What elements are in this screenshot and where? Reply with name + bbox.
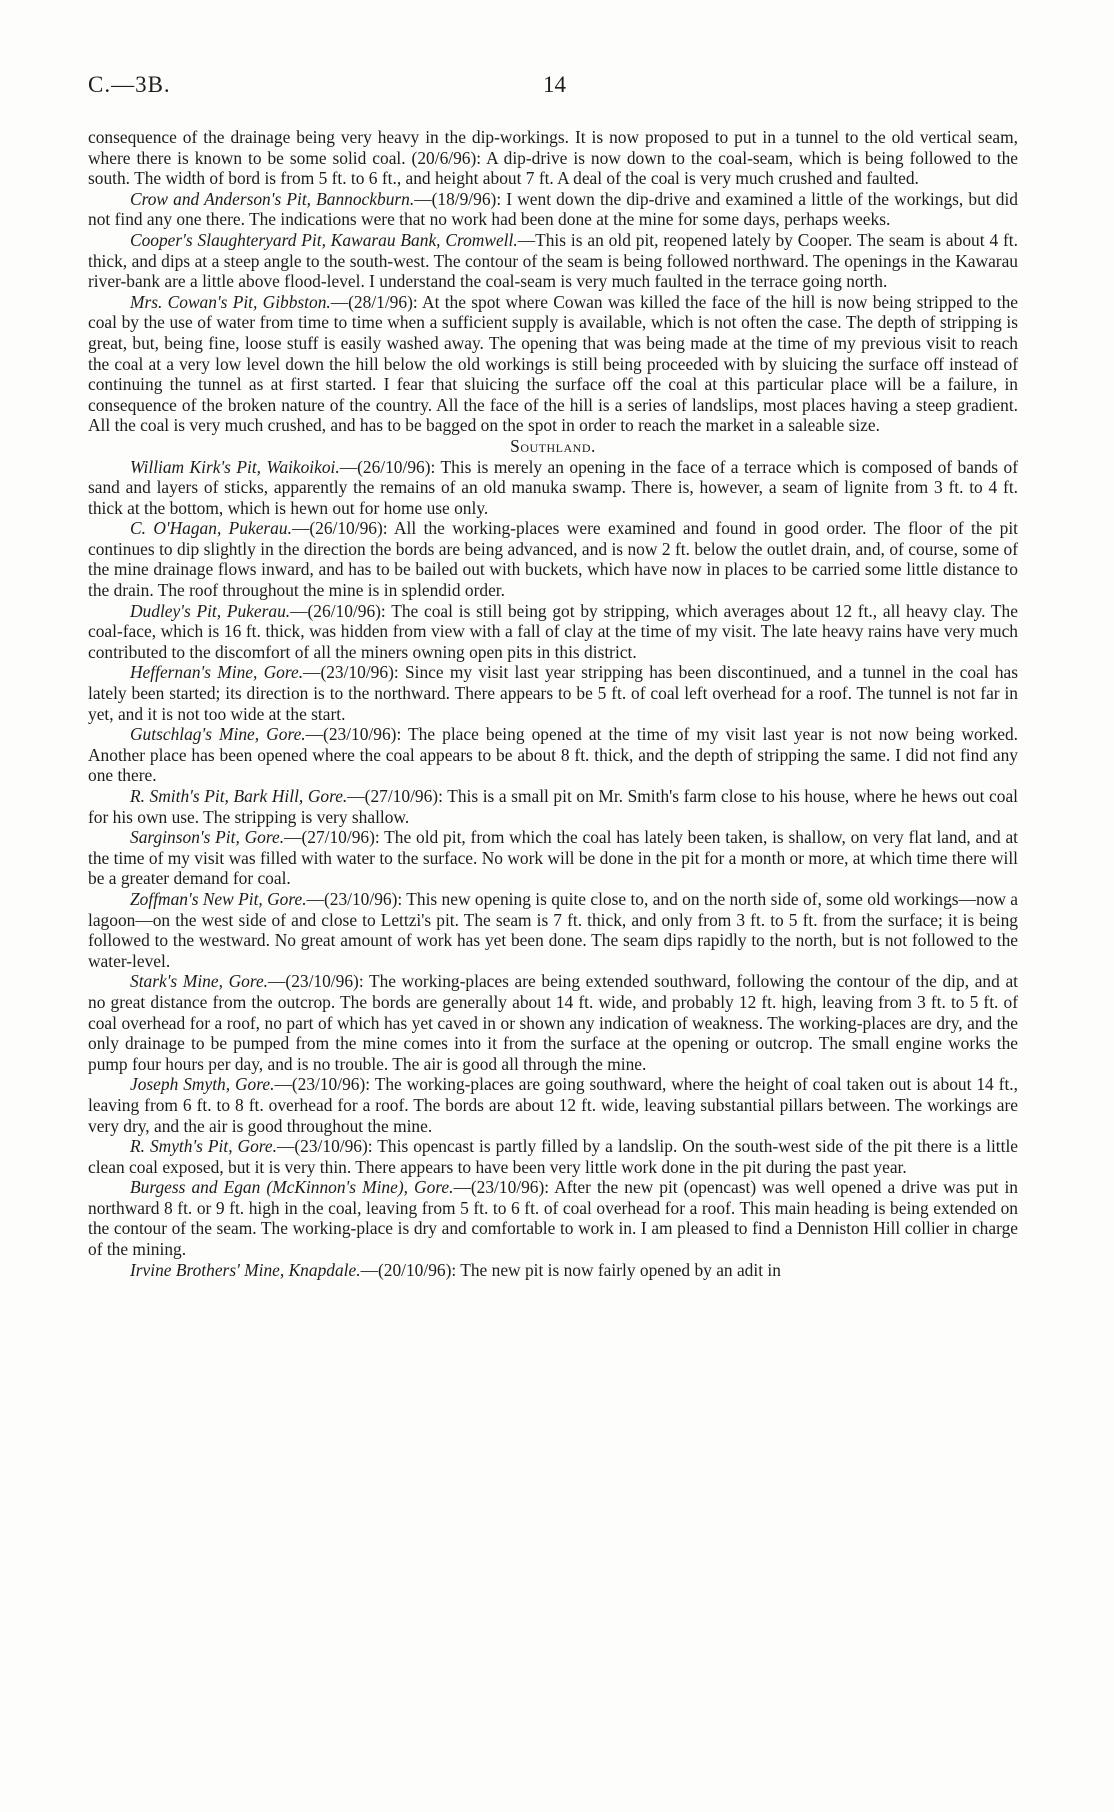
- paragraph-text: —(27/10/96): The old pit, from which the coal has lately been taken, is shallow, on very flat land, and at the time of my visit was filled with water to the surface. No work will be done in the pit for a month or more, at which time there will be a greater demand for coal.: [88, 827, 1019, 889]
- paragraph: [88, 518, 1018, 600]
- paragraph: [88, 724, 1018, 786]
- paragraph-text: —(26/10/96): All the working-places were examined and found in good order. The floor of the pit continues to dip slightly in the direction the bords are being advanced, and is now 2 ft. below the outlet drain, and, of course, some of the mine drainage flows inward, and has to be bailed out with buckets, which have now in places to be carried some little distance to the drain. The roof throughout the mine is in splendid order.: [88, 518, 1018, 601]
- paragraph: [88, 189, 1018, 230]
- paragraph: [88, 827, 1018, 889]
- paragraph: [88, 601, 1018, 663]
- paragraph: [88, 662, 1018, 724]
- entry-title: Gutschlag's Mine, Gore.: [130, 724, 306, 745]
- paragraph-text: —(28/1/96): At the spot where Cowan was killed the face of the hill is now being stripped to the coal by the use of water from time to time when a sufficient supply is available, which is not often the case. The depth of stripping is great, but, being fine, loose stuff is easily washed away. The opening that was being made at the time of my previous visit to reach the coal at a very low level down the hill below the old workings is still being proceeded with by sluicing the surface off instead of continuing the tunnel as at first started. I fear that sluicing the surface off the coal at this particular place will be a failure, in consequence of the broken nature of the country. All the face of the hill is a series of landslips, most places having a steep gradient. All the coal is very much crushed, and has to be bagged on the spot in order to reach the market in a saleable size.: [88, 291, 1018, 436]
- paragraph-text: —(26/10/96): This is merely an opening in the face of a terrace which is composed of bands of sand and layers of sticks, apparently the remains of an old manuka swamp. There is, however, a seam of lignite from 3 ft. to 4 ft. thick at the bottom, which is hewn out for home use only.: [88, 456, 1018, 518]
- paragraph-text: —(23/10/96): The working-places are going southward, where the height of coal taken out is about 14 ft., leaving from 6 ft. to 8 ft. overhead for a roof. The bords are about 12 ft. wide, leaving substantial pillars between. The workings are very dry, and the air is good throughout the mine.: [88, 1074, 1019, 1136]
- paragraph-text: —(27/10/96): This is a small pit on Mr. Smith's farm close to his house, where he hews out coal for his own use. The stripping is very shallow.: [88, 786, 1018, 827]
- paragraph-text: —(23/10/96): The place being opened at the time of my visit last year is not now being worked. Another place has been opened where the coal appears to be about 8 ft. thick, and the depth of stripping the same. I did not find any one there.: [88, 724, 1018, 786]
- paragraph-text: —(23/10/96): This opencast is partly filled by a landslip. On the south-west side of the pit there is a little clean coal exposed, but it is very thin. There appears to have been very little work done in the pit during the past year.: [88, 1136, 1018, 1177]
- entry-title: Sarginson's Pit, Gore.: [130, 827, 285, 848]
- page-header: [88, 72, 1018, 102]
- entry-title: Burgess and Egan (McKinnon's Mine), Gore.: [130, 1177, 454, 1198]
- paragraph-text: consequence of the drainage being very heavy in the dip-workings. It is now proposed to put in a tunnel to the old vertical seam, where there is known to be some solid coal. (20/6/96): A dip-drive is now down to the coal-seam, which is being followed to the south. The width of bord is from 5 ft. to 6 ft., and height about 7 ft. A deal of the coal is very much crushed and faulted.: [88, 127, 1018, 189]
- paragraph-text: —(23/10/96): Since my visit last year stripping has been discontinued, and a tunnel in the coal has lately been started; its direction is to the northward. There appears to be 5 ft. of coal left overhead for a roof. The tunnel is not far in yet, and it is not too wide at the start.: [88, 662, 1019, 724]
- paragraph: [88, 457, 1018, 519]
- page-number: 14: [543, 72, 566, 97]
- entry-title: C. O'Hagan, Pukerau.: [130, 518, 292, 539]
- entry-title: Dudley's Pit, Pukerau.: [130, 600, 291, 621]
- paragraph: [88, 1074, 1018, 1136]
- paragraph-text: —(26/10/96): The coal is still being got by stripping, which averages about 12 ft., all heavy clay. The coal-face, which is 16 ft. thick, was hidden from view with a fall of clay at the time of my visit. The late heavy rains have very much contributed to the discomfort of all the miners owning open pits in this district.: [88, 600, 1018, 662]
- paragraph: [88, 292, 1018, 436]
- entry-title: William Kirk's Pit, Waikoikoi.: [130, 456, 340, 477]
- entry-title: R. Smyth's Pit, Gore.: [130, 1136, 277, 1157]
- paragraph: [88, 1260, 1018, 1281]
- paragraph-text: —This is an old pit, reopened lately by Cooper. The seam is about 4 ft. thick, and dips at a steep angle to the south-west. The contour of the seam is being followed northward. The openings in the Kawarau river-bank are a little above flood-level. I understand the coal-seam is very much faulted in the terrace going north.: [88, 229, 1018, 292]
- paragraph-text: —(20/10/96): The new pit is now fairly opened by an adit in: [360, 1259, 781, 1280]
- paragraph-text: —(23/10/96): The working-places are being extended southward, following the contour of the dip, and at no great distance from the outcrop. The bords are generally about 14 ft. wide, and probably 12 ft. high, leaving from 3 ft. to 5 ft. of coal overhead for a roof, no part of which has yet caved in or shown any indication of weakness. The working-places are dry, and the only drainage to be pumped from the mine comes into it from the surface at the opening or outcrop. The small engine works the pump four hours per day, and is no trouble. The air is good all through the mine.: [88, 971, 1018, 1074]
- entry-title: Stark's Mine, Gore.: [130, 971, 269, 992]
- paragraph: [88, 889, 1018, 971]
- paragraph-text: —(23/10/96): After the new pit (opencast) was well opened a drive was put in northward 8 ft. or 9 ft. high in the coal, leaving from 5 ft. to 6 ft. of coal overhead for a roof. This main heading is being extended on the contour of the seam. The working-place is dry and comfortable to work in. I am pleased to find a Denniston Hill collier in charge of the mining.: [88, 1177, 1018, 1260]
- paragraph: [88, 1136, 1018, 1177]
- entry-title: Joseph Smyth, Gore.: [130, 1074, 275, 1095]
- section-heading: Southland.: [510, 435, 596, 456]
- document-id: C.—3B.: [88, 72, 171, 97]
- entry-title: Zoffman's New Pit, Gore.: [130, 888, 307, 909]
- paragraph: [88, 1177, 1018, 1259]
- entry-title: Crow and Anderson's Pit, Bannockburn.: [130, 188, 415, 209]
- paragraph: [88, 230, 1018, 292]
- entry-title: Irvine Brothers' Mine, Knapdale.: [130, 1259, 361, 1280]
- paragraph-text: —(23/10/96): This new opening is quite close to, and on the north side of, some old workings—now a lagoon—on the west side of and close to Lettzi's pit. The seam is 7 ft. thick, and only from 3 ft. to 5 ft. from the surface; it is being followed to the westward. No great amount of work has yet been done. The seam dips rapidly to the north, but is not followed to the water-level.: [88, 888, 1018, 971]
- entry-title: R. Smith's Pit, Bark Hill, Gore.: [130, 786, 348, 806]
- entry-title: Mrs. Cowan's Pit, Gibbston.: [130, 291, 331, 312]
- paragraph: [88, 971, 1018, 1074]
- paragraph: [88, 786, 1018, 827]
- paragraph-text: —(18/9/96): I went down the dip-drive and examined a little of the workings, but did not find any one there. The indications were that no work had been done at the mine for some days, perhaps weeks.: [88, 188, 1018, 230]
- paragraph: [88, 127, 1018, 189]
- entry-title: Heffernan's Mine, Gore.: [130, 662, 304, 683]
- body-text: [88, 127, 1018, 1280]
- entry-title: Cooper's Slaughteryard Pit, Kawarau Bank, Cromwell.: [130, 229, 518, 250]
